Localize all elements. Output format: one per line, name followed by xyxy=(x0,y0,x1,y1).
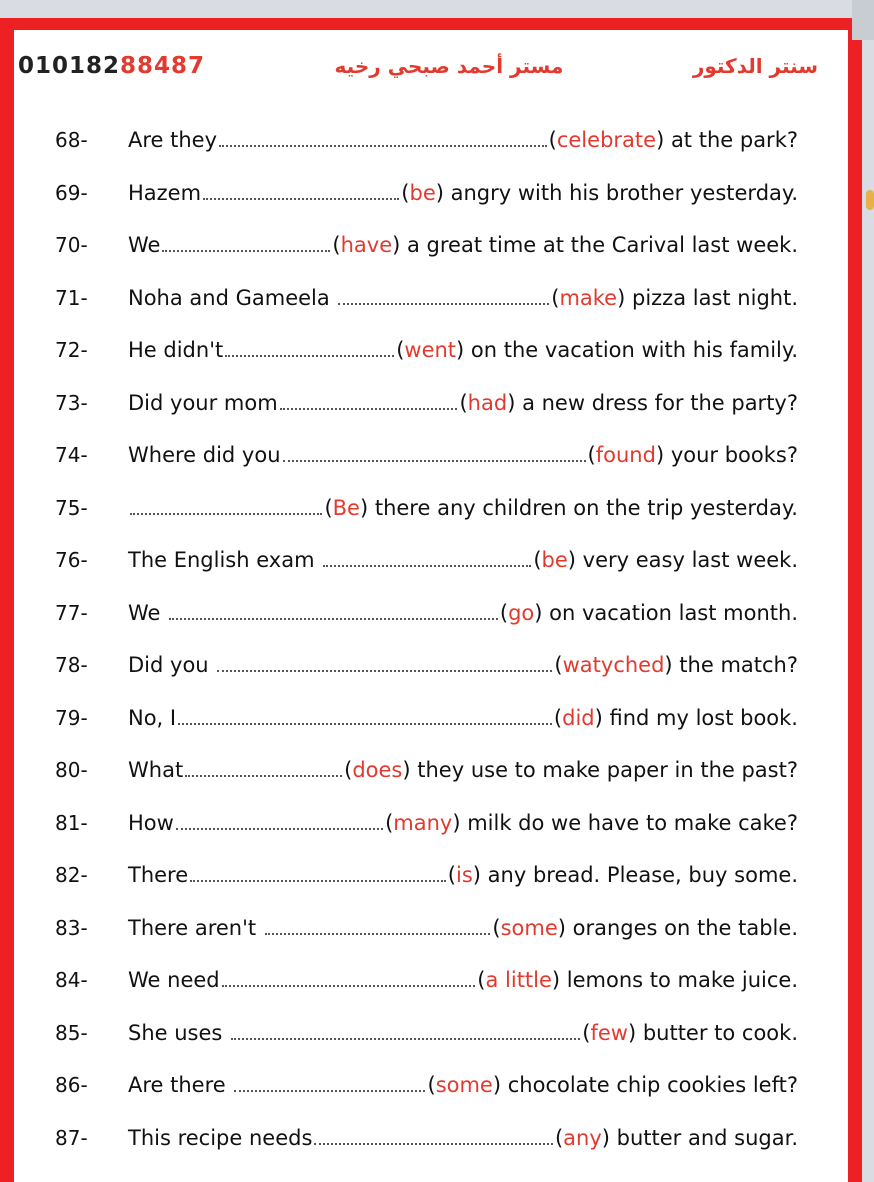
answer-blank[interactable] xyxy=(222,971,476,987)
sentence-start: This recipe needs xyxy=(128,1125,313,1150)
exercise-item xyxy=(0,1065,874,1105)
answer-blank[interactable] xyxy=(185,761,342,777)
verb-hint: went xyxy=(404,338,457,362)
answer-blank[interactable] xyxy=(225,341,394,357)
exercise-sentence xyxy=(128,1126,798,1150)
verb-hint: make xyxy=(559,285,618,310)
answer-blank[interactable] xyxy=(265,919,491,935)
paren-open: ( xyxy=(553,705,563,730)
sentence-end: milk do we have to make cake? xyxy=(460,810,798,835)
paren-open: ( xyxy=(447,863,456,887)
answer-blank[interactable] xyxy=(190,866,446,882)
sentence-start: She uses xyxy=(128,1020,230,1045)
exercise-item xyxy=(0,698,874,738)
verb-hint: celebrate xyxy=(556,128,657,152)
paren-close: ) xyxy=(452,810,461,835)
answer-blank[interactable] xyxy=(130,499,322,515)
exercise-number: 69- xyxy=(55,180,88,205)
exercise-sentence xyxy=(128,1021,798,1045)
exercise-sentence xyxy=(128,653,798,677)
exercise-sentence xyxy=(128,338,798,362)
paren-open: ( xyxy=(554,1125,564,1150)
exercise-number: 87- xyxy=(55,1125,88,1150)
answer-blank[interactable] xyxy=(176,814,383,830)
paren-open: ( xyxy=(582,1020,591,1045)
answer-blank[interactable] xyxy=(219,131,547,147)
verb-hint: some xyxy=(500,915,558,940)
exercise-number: 72- xyxy=(55,338,88,362)
answer-blank[interactable] xyxy=(162,236,330,252)
sentence-start: We xyxy=(128,600,168,625)
sentence-start: Where did you xyxy=(128,443,281,467)
paren-open: ( xyxy=(548,128,557,152)
exercise-sentence xyxy=(128,391,798,415)
exercise-sentence xyxy=(128,968,798,992)
paren-close: ) xyxy=(392,233,401,257)
corner-decoration xyxy=(852,0,874,40)
verb-hint: any xyxy=(563,1125,602,1150)
verb-hint: a little xyxy=(485,968,552,992)
paren-open: ( xyxy=(427,1073,436,1097)
sentence-end: oranges on the table. xyxy=(565,915,798,940)
worksheet-header xyxy=(18,48,818,84)
exercise-sentence xyxy=(128,1073,798,1097)
answer-blank[interactable] xyxy=(203,184,399,200)
verb-hint: had xyxy=(467,390,508,415)
verb-hint: have xyxy=(340,233,393,257)
paren-open: ( xyxy=(385,810,394,835)
paren-close: ) xyxy=(551,968,561,992)
exercise-sentence xyxy=(128,758,798,782)
verb-hint: is xyxy=(456,863,473,887)
paren-open: ( xyxy=(533,548,542,572)
paren-open: ( xyxy=(554,653,563,677)
exercise-sentence xyxy=(128,811,798,835)
sentence-start: There aren't xyxy=(128,915,263,940)
paren-close: ) xyxy=(359,495,369,520)
answer-blank[interactable] xyxy=(231,1024,580,1040)
exercise-item xyxy=(0,1118,874,1158)
exercise-item xyxy=(0,383,874,423)
exercise-item xyxy=(0,593,874,633)
exercise-sentence xyxy=(128,181,798,205)
exercise-number: 85- xyxy=(55,1020,88,1045)
exercise-item xyxy=(0,750,874,790)
phone-number-black: 010182 xyxy=(18,53,121,79)
sentence-start: There xyxy=(128,863,189,887)
paren-close: ) xyxy=(601,1125,610,1150)
sentence-end: lemons to make juice. xyxy=(560,968,798,992)
sentence-start: Noha and Gameela xyxy=(128,285,337,310)
exercise-item xyxy=(0,1013,874,1053)
exercise-number: 70- xyxy=(55,233,88,257)
exercise-number: 75- xyxy=(55,495,88,520)
exercise-sentence xyxy=(128,496,798,520)
center-name: سنتر الدكتور xyxy=(692,54,818,78)
sentence-end: very easy last week. xyxy=(576,548,798,572)
exercise-sentence xyxy=(128,863,798,887)
sentence-end: at the park? xyxy=(664,128,798,152)
sentence-end: chocolate chip cookies left? xyxy=(501,1073,798,1097)
paren-close: ) xyxy=(402,758,411,782)
exercise-number: 86- xyxy=(55,1073,88,1097)
paren-open: ( xyxy=(492,915,501,940)
phone-number-red: 88487 xyxy=(120,53,206,79)
exercise-number: 79- xyxy=(55,705,88,730)
paren-close: ) xyxy=(534,600,543,625)
sentence-start: Did you xyxy=(128,653,216,677)
exercise-sentence xyxy=(128,601,798,625)
sentence-start: The English exam xyxy=(128,548,322,572)
exercise-item xyxy=(0,540,874,580)
verb-hint: few xyxy=(590,1020,628,1045)
sentence-end: pizza last night. xyxy=(625,285,798,310)
exercise-number: 74- xyxy=(55,443,88,467)
verb-hint: Be xyxy=(332,495,360,520)
answer-blank[interactable] xyxy=(178,709,552,725)
sentence-start: Did your mom xyxy=(128,390,278,415)
answer-blank[interactable] xyxy=(323,551,531,567)
verb-hint: does xyxy=(352,758,403,782)
exercise-sentence xyxy=(128,233,798,257)
paren-close: ) xyxy=(507,390,516,415)
sentence-end: a new dress for the party? xyxy=(515,390,798,415)
paren-open: ( xyxy=(344,758,353,782)
sentence-end: there any children on the trip yesterday. xyxy=(368,495,798,520)
answer-blank[interactable] xyxy=(283,446,586,462)
exercise-item xyxy=(0,488,874,528)
exercise-sentence xyxy=(128,706,798,730)
paren-open: ( xyxy=(477,968,486,992)
exercise-number: 84- xyxy=(55,968,88,992)
exercise-item xyxy=(0,908,874,948)
sentence-start: No, I xyxy=(128,705,177,730)
verb-hint: did xyxy=(562,705,595,730)
exercise-item xyxy=(0,278,874,318)
paren-open: ( xyxy=(551,285,560,310)
paren-close: ) xyxy=(567,548,576,572)
exercise-item xyxy=(0,173,874,213)
sentence-end: find my lost book. xyxy=(602,705,798,730)
answer-blank[interactable] xyxy=(280,394,458,410)
paren-open: ( xyxy=(401,180,410,205)
exercise-number: 77- xyxy=(55,600,88,625)
paren-open: ( xyxy=(587,443,596,467)
sentence-end: angry with his brother yesterday. xyxy=(443,180,798,205)
sentence-start: Are they xyxy=(128,128,218,152)
exercise-item xyxy=(0,960,874,1000)
sentence-start: Hazem xyxy=(128,180,202,205)
exercise-item xyxy=(0,225,874,265)
exercise-number: 83- xyxy=(55,915,88,940)
verb-hint: be xyxy=(541,548,568,572)
exercise-number: 68- xyxy=(55,128,88,152)
sentence-end: the match? xyxy=(672,653,798,677)
exercise-item xyxy=(0,120,874,160)
exercise-sentence xyxy=(128,916,798,940)
answer-blank[interactable] xyxy=(169,604,498,620)
sentence-end: on the vacation with his family. xyxy=(464,338,798,362)
exercise-item xyxy=(0,435,874,475)
phone-number xyxy=(18,53,205,79)
sentence-start: How xyxy=(128,810,174,835)
sentence-end: butter to cook. xyxy=(636,1020,798,1045)
exercise-number: 82- xyxy=(55,863,88,887)
sentence-start: What xyxy=(128,758,184,782)
paren-open: ( xyxy=(324,495,333,520)
paren-close: ) xyxy=(655,443,665,467)
paren-close: ) xyxy=(594,705,603,730)
exercise-number: 78- xyxy=(55,653,88,677)
verb-hint: be xyxy=(409,180,436,205)
paren-open: ( xyxy=(499,600,509,625)
paren-close: ) xyxy=(557,915,566,940)
exercise-item xyxy=(0,645,874,685)
exercise-sentence xyxy=(128,128,798,152)
paren-close: ) xyxy=(435,180,444,205)
paren-close: ) xyxy=(472,863,481,887)
teacher-name: مستر أحمد صبحي رخيه xyxy=(334,54,564,78)
sentence-start: We need xyxy=(128,968,220,992)
verb-hint: many xyxy=(393,810,453,835)
exercise-number: 80- xyxy=(55,758,88,782)
exercise-item xyxy=(0,803,874,843)
paren-close: ) xyxy=(492,1073,502,1097)
sentence-end: your books? xyxy=(664,443,798,467)
answer-blank[interactable] xyxy=(338,289,549,305)
paren-close: ) xyxy=(627,1020,637,1045)
verb-hint: found xyxy=(595,443,656,467)
exercise-number: 76- xyxy=(55,548,88,572)
paren-close: ) xyxy=(656,128,665,152)
paren-open: ( xyxy=(332,233,341,257)
exercise-number: 73- xyxy=(55,390,88,415)
answer-blank[interactable] xyxy=(314,1129,553,1145)
sentence-start: Are there xyxy=(128,1073,233,1097)
paren-open: ( xyxy=(396,338,405,362)
exercise-sentence xyxy=(128,286,798,310)
exercise-sentence xyxy=(128,443,798,467)
verb-hint: go xyxy=(508,600,535,625)
sentence-start: We xyxy=(128,233,161,257)
exercise-item xyxy=(0,330,874,370)
sentence-end: any bread. Please, buy some. xyxy=(480,863,798,887)
sentence-end: on vacation last month. xyxy=(542,600,798,625)
verb-hint: watyched xyxy=(562,653,665,677)
sentence-end: they use to make paper in the past? xyxy=(410,758,798,782)
exercise-item xyxy=(0,855,874,895)
answer-blank[interactable] xyxy=(234,1076,425,1092)
paren-close: ) xyxy=(456,338,465,362)
paren-open: ( xyxy=(459,390,468,415)
answer-blank[interactable] xyxy=(217,656,552,672)
paren-close: ) xyxy=(617,285,626,310)
paren-close: ) xyxy=(664,653,673,677)
exercise-sentence xyxy=(128,548,798,572)
sentence-end: butter and sugar. xyxy=(609,1125,798,1150)
exercise-number: 81- xyxy=(55,810,88,835)
sentence-start: He didn't xyxy=(128,338,224,362)
sentence-end: a great time at the Carival last week. xyxy=(400,233,798,257)
exercise-number: 71- xyxy=(55,285,88,310)
verb-hint: some xyxy=(435,1073,493,1097)
